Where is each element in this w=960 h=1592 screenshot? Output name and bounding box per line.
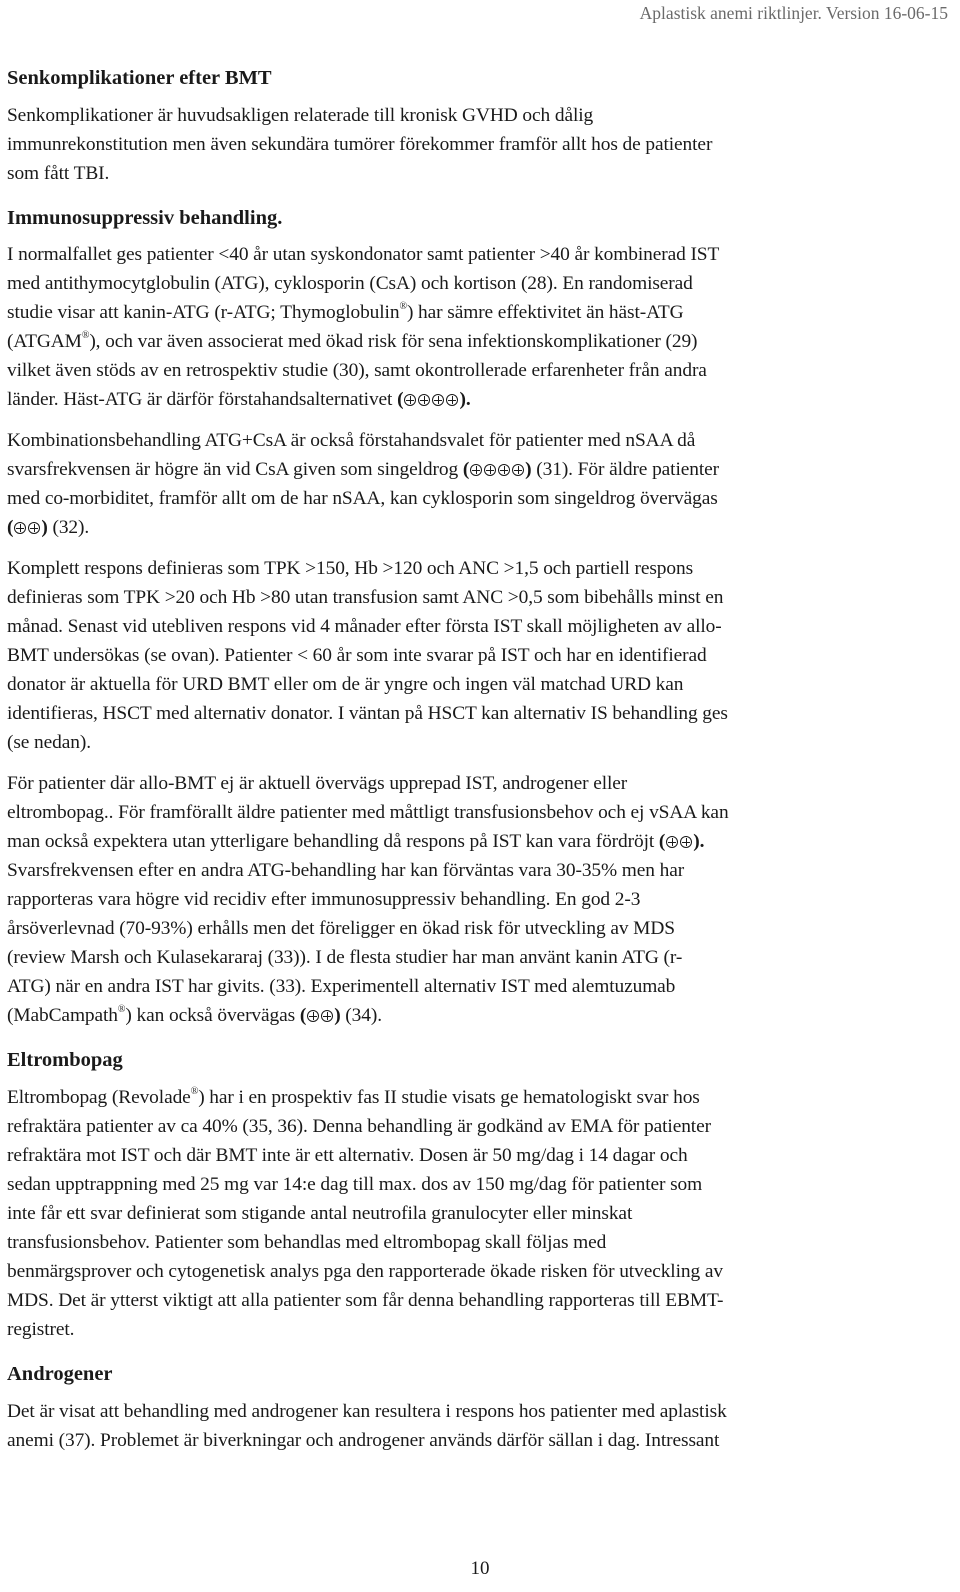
registered-mark: ® <box>117 1004 126 1015</box>
text-line: årsöverlevnad (70-93%) erhålls men det föreligger en ökad risk för utveckling av MDS <box>7 918 675 939</box>
circle-plus-icon <box>321 1010 333 1022</box>
text-line: ( ) (32). <box>7 517 90 538</box>
text-line: vilket även stöds av en retrospektiv studie (30), samt okontrollerade erfarenheter från andra <box>7 360 707 381</box>
text-line: månad. Senast vid utebliven respons vid 4 månader efter första IST skall möjligheten av allo- <box>7 616 722 637</box>
text-line: sedan upptrappning med 25 mg var 14:e dag till max. dos av 150 mg/dag för patienter som <box>7 1174 703 1195</box>
circle-plus-icon <box>307 1010 319 1022</box>
section-heading: Immunosuppressiv behandling. <box>7 207 283 229</box>
text-line: Det är visat att behandling med androgener kan resultera i respons hos patienter med aplastisk <box>7 1401 727 1422</box>
text-line: (ATGAM®), och var även associerat med ökad risk för sena infektionskomplikationer (29) <box>7 330 698 352</box>
circle-plus-icon <box>14 522 26 534</box>
text-line: svarsfrekvensen är högre än vid CsA given som singeldrog ( ) (31). För äldre patienter <box>7 459 719 480</box>
text-line: ATG) när en andra IST har givits. (33). Experimentell alternativ IST med alemtuzumab <box>7 976 676 997</box>
text-line: inte får ett svar definierat som stigande antal neutrofila granulocyter eller minskat <box>7 1203 633 1224</box>
text-line: som fått TBI. <box>7 163 110 184</box>
evidence-grade-2 <box>13 517 41 538</box>
text-line: länder. Häst-ATG är därför förstahandsalternativet ( ). <box>7 389 471 410</box>
text-line: rapporteras vara högre vid recidiv efter immunosuppressiv behandling. En god 2-3 <box>7 889 641 910</box>
text-line: donator är aktuella för URD BMT eller om de är yngre och ingen väl matchad URD kan <box>7 674 684 695</box>
circle-plus-icon <box>470 464 482 476</box>
text-line: BMT undersökas (se ovan). Patienter < 60 år som inte svarar på IST och har en identifierad <box>7 645 707 666</box>
text-line: Kombinationsbehandling ATG+CsA är också förstahandsvalet för patienter med nSAA då <box>7 430 696 451</box>
evidence-grade-2 <box>306 1005 334 1026</box>
running-header: Aplastisk anemi riktlinjer. Version 16-06-15 <box>639 3 948 23</box>
registered-mark: ® <box>399 301 407 312</box>
text-line: studie visar att kanin-ATG (r-ATG; Thymoglobulin®) har sämre effektivitet än häst-ATG <box>7 301 684 323</box>
text-line: MDS. Det är ytterst viktigt att alla patienter som får denna behandling rapporteras till EBMT- <box>7 1290 724 1311</box>
registered-mark: ® <box>81 330 90 341</box>
section-heading: Androgener <box>7 1363 113 1385</box>
text-line: I normalfallet ges patienter <40 år utan syskondonator samt patienter >40 år kombinerad IST <box>7 244 720 265</box>
circle-plus-icon <box>432 394 444 406</box>
circle-plus-icon <box>512 464 524 476</box>
evidence-grade-4 <box>403 389 459 410</box>
page-number: 10 <box>470 1558 490 1579</box>
document-body <box>7 64 953 1455</box>
text-line: (se nedan). <box>7 732 91 753</box>
registered-mark: ® <box>190 1086 199 1097</box>
text-line: Komplett respons definieras som TPK >150, Hb >120 och ANC >1,5 och partiell respons <box>7 558 694 579</box>
text-line: Senkomplikationer är huvudsakligen relaterade till kronisk GVHD och dålig <box>7 105 594 126</box>
text-line: eltrombopag.. För framförallt äldre patienter med måttligt transfusionsbehov och ej vSAA kan <box>7 802 729 823</box>
text-line: (MabCampath®) kan också övervägas ( ) (34). <box>7 1004 382 1026</box>
section-heading: Senkomplikationer efter BMT <box>7 67 272 89</box>
circle-plus-icon <box>680 836 692 848</box>
text-line: immunrekonstitution men även sekundära tumörer förekommer framför allt hos de patienter <box>7 134 713 155</box>
circle-plus-icon <box>418 394 430 406</box>
evidence-grade-4 <box>469 459 525 480</box>
text-line: anemi (37). Problemet är biverkningar och androgener används därför sällan i dag. Intressant <box>7 1430 720 1451</box>
text-line: Eltrombopag (Revolade®) har i en prospektiv fas II studie visats ge hematologiskt svar hos <box>7 1086 700 1108</box>
text-line: transfusionsbehov. Patienter som behandlas med eltrombopag skall följas med <box>7 1232 607 1253</box>
text-line: refraktära patienter av ca 40% (35, 36). Denna behandling är godkänd av EMA för patienter <box>7 1116 711 1137</box>
evidence-grade-2 <box>665 831 693 852</box>
text-line: med antithymocytglobulin (ATG), cyklosporin (CsA) och kortison (28). En randomiserad <box>7 273 693 294</box>
text-line: registret. <box>7 1319 75 1340</box>
circle-plus-icon <box>404 394 416 406</box>
section-heading: Eltrombopag <box>7 1049 123 1071</box>
text-line: (review Marsh och Kulasekararaj (33)). I de flesta studier har man använt kanin ATG (r- <box>7 947 683 968</box>
text-line: För patienter där allo-BMT ej är aktuell övervägs upprepad IST, androgener eller <box>7 773 628 794</box>
circle-plus-icon <box>666 836 678 848</box>
text-line: identifieras, HSCT med alternativ donator. I väntan på HSCT kan alternativ IS behandling ges <box>7 703 728 724</box>
text-line: definieras som TPK >20 och Hb >80 utan transfusion samt ANC >0,5 som bibehålls minst en <box>7 587 724 608</box>
text-line: refraktära mot IST och där BMT inte är ett alternativ. Dosen är 50 mg/dag i 14 dagar och <box>7 1145 688 1166</box>
circle-plus-icon <box>28 522 40 534</box>
text-line: Svarsfrekvensen efter en andra ATG-behandling har kan förväntas vara 30-35% men har <box>7 860 685 881</box>
text-line: benmärgsprover och cytogenetisk analys pga den rapporterade ökade risken för utveckling av <box>7 1261 723 1282</box>
text-line: med co-morbiditet, framför allt om de har nSAA, kan cyklosporin som singeldrog övervägas <box>7 488 718 509</box>
text-line: man också expektera utan ytterligare behandling då respons på IST kan vara fördröjt ( ). <box>7 831 705 852</box>
circle-plus-icon <box>446 394 458 406</box>
circle-plus-icon <box>484 464 496 476</box>
circle-plus-icon <box>498 464 510 476</box>
